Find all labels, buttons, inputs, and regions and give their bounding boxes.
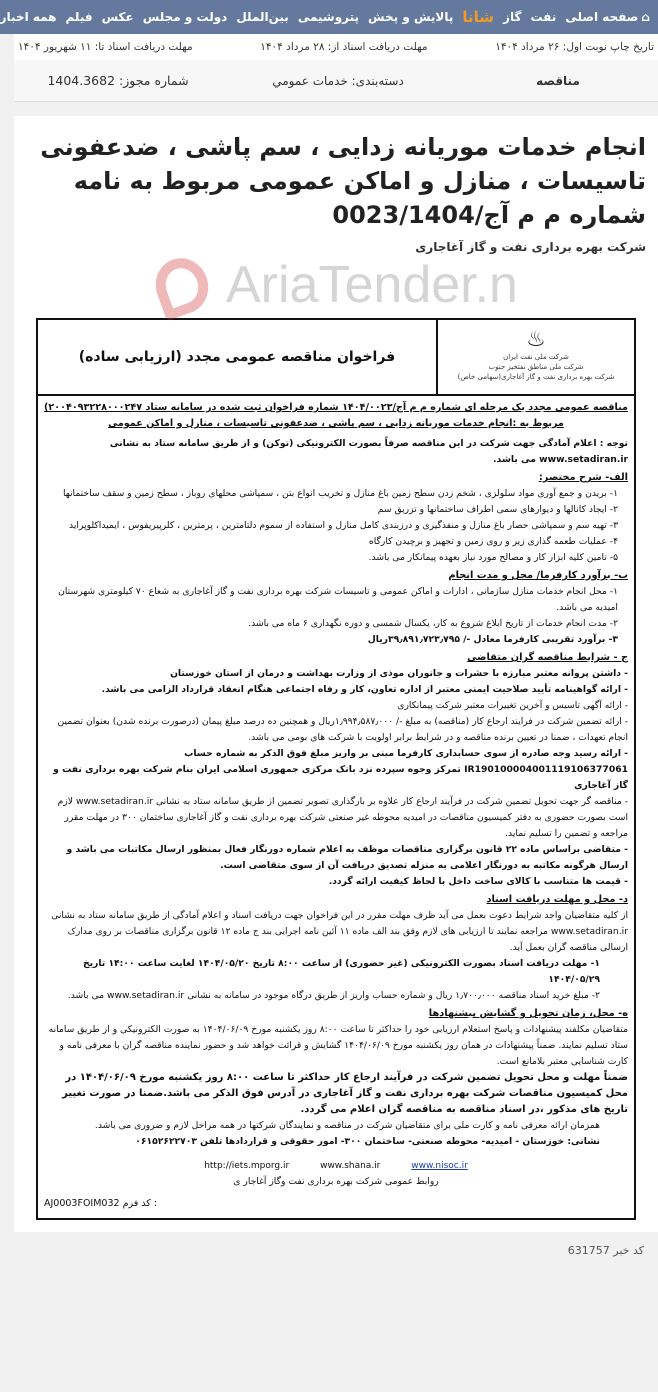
- link-shana[interactable]: www.shana.ir: [320, 1161, 381, 1171]
- list-item: ۱- محل انجام خدمات منازل سازمانی ، ادارات و اماکن عمومی و تاسیسات شرکت بهره برداری نفت و گاز آغاجاری به شعاع ۷۰ کیلومتری شهرستان امیدیه می باشد.: [58, 586, 618, 613]
- estimate-amount: ۳- برآورد تقریبی کارفرما معادل -/ ۳۹٫۸۹۱٫۷۲۳٫۷۹۵ریال: [367, 634, 618, 645]
- logo-line: شرکت ملی نفت ایران: [503, 353, 569, 361]
- watermark: [26, 254, 646, 318]
- list-item: - ارائه گواهینامه تأیید صلاحیت ایمنی معتبر از اداره تعاون، کار و رفاه اجتماعی هنگام انعقاد قرارداد الزامی می باشد.: [101, 684, 628, 695]
- links: [44, 1158, 628, 1174]
- list-item: - داشتن پروانه معتبر مبارزه با حشرات و جانوران موذی از وزارت بهداشت و درمان از استان خوزستان: [170, 668, 628, 679]
- tender-number-line: مناقصه عمومي مجدد يک مرحله ای شماره م م آج/۱۴۰۴/۰۰۲۳ شماره فراخوان ثبت شده در سامانه ستاد ۲۰۰۴۰۹۳۲۲۸۰۰۰۲۴۷): [44, 402, 628, 413]
- form-label: کد فرم :: [122, 1198, 158, 1209]
- logo-line: شرکت بهره برداری نفت و گاز آغاجاری(سهامی خاص): [457, 373, 615, 381]
- section-alef-heading: الف- شرح مختصر:: [538, 472, 628, 483]
- home-icon[interactable]: ⌂: [641, 10, 650, 24]
- list-item: - ارائه تضمین شرکت در فرایند ارجاع کار (مناقصه) به مبلغ -/ ۱٫۹۹۴٫۵۸۷٫۰۰۰ریال و همچنین ده درصد مبلغ پیمان (درصورت برنده شدن) بعنوان تضمین انجام تعهدات ، ضمنا در تعیین برنده مناقصه و در شرایط برابر اولویت با شرکت های بومی می باشد.: [57, 716, 628, 743]
- news-code: کد خبر 631757: [567, 1244, 644, 1257]
- logo-line: شرکت ملی مناطق نفتخیز جنوب: [488, 363, 584, 371]
- nav-petrochemical[interactable]: پتروشیمی: [297, 10, 360, 24]
- first-print-date: تاریخ چاپ نوبت اول: ۲۶ مرداد ۱۴۰۴: [495, 41, 654, 53]
- nav-gas[interactable]: گاز: [503, 10, 522, 24]
- public-relations: روابط عمومی شرکت بهره برداری نفت وگاز آغاجار ی: [233, 1176, 439, 1187]
- list-item: ۱- مهلت دریافت اسناد بصورت الکترونیکی (غیر حضوری) از ساعت ۸:۰۰ تاریخ ۱۴۰۴/۰۵/۲۰ لغایت ساعت ۱۴:۰۰ تاریخ ۱۴۰۴/۰۵/۲۹: [82, 958, 600, 985]
- link-iets[interactable]: http://iets.mporg.ir: [204, 1161, 290, 1171]
- paragraph: همزمان ارائه معرفی نامه و کارت ملی برای متقاضیان شرکت در مناقصه و نمایندگان شرکتها در همه مراحل لازم و ضروری می باشد.: [94, 1120, 600, 1131]
- tender-document-image: [36, 318, 636, 1220]
- section-dal-heading: د- محل و مهلت دریافت اسناد: [486, 894, 628, 905]
- nioc-flame-icon: ♨: [526, 327, 546, 352]
- docs-to-date: مهلت دریافت اسناد تا: ۱۱ شهریور ۱۴۰۴: [18, 41, 193, 53]
- list-item: ۵- تامین کلیه ابزار کار و مصالح مورد نیاز بعهده پیمانکار می باشد.: [368, 552, 618, 563]
- company-name: شرکت بهره برداری نفت و گاز آغاجاری: [415, 240, 646, 254]
- link-nisoc[interactable]: www.nisoc.ir: [411, 1161, 468, 1171]
- list-item: - ارائه آگهی تاسیس و آخرین تغییرات معتبر شرکت پیمانکاری: [397, 700, 628, 711]
- nav-all-news[interactable]: همه اخبار: [0, 10, 57, 24]
- paragraph: متقاضیان مکلفند پیشنهادات و پاسخ استعلام ارزیابی خود را حداکثر تا ساعت ۸:۰۰ روز یکشنبه مورخ ۱۴۰۴/۰۶/۰۹ به صورت الکترونیکی و از طریق سامانه ستاد تسلیم نمایند. ضمناً پیشنهادات در همان روز یکشنبه مورخ ۱۴۰۴/۰۶/۰۹ گشایش و قرائت خواهد شد و حضور نماینده مناقصه گران با معرفی نامه و کارت شناسایی معتبر بلامانع است.: [48, 1024, 628, 1067]
- list-item: - قیمت ها متناسب با کالای ساخت داخل با لحاظ کیفیت ارائه گردد.: [328, 876, 628, 887]
- section-jim-heading: ج - شرایط مناقصه گران متقاضی: [467, 652, 628, 663]
- shana-logo[interactable]: شانا: [462, 8, 495, 26]
- list-item: ۲- مدت انجام خدمات از تاریخ ابلاغ شروع به کار، یکسال شمسی و دوره نگهداری ۶ ماه می باشد.: [248, 618, 618, 629]
- nav-photo[interactable]: عکس: [101, 10, 134, 24]
- docs-from-date: مهلت دریافت اسناد از: ۲۸ مرداد ۱۴۰۴: [260, 41, 428, 53]
- tender-type: مناقصه: [536, 73, 580, 88]
- nav-international[interactable]: بین‌الملل: [236, 10, 289, 24]
- list-item: ۲- مبلغ خرید اسناد مناقصه ۱٫۷۰۰٫۰۰۰ ریال و شماره حساب واریز از طریق درگاه موجود در سامانه به نشانی www.setadiran.ir می باشد.: [67, 990, 600, 1001]
- nav-home[interactable]: صفحه اصلی: [565, 10, 639, 24]
- list-item: - مناقصه گر جهت تحویل تضمین شرکت در فرآیند ارجاع کار علاوه بر بارگذاری تصویر تضمین از طریق سامانه ستاد به نشانی www.setadiran.ir لازم است بصورت حضوری به دفتر کمیسیون مناقصات در امیدیه محوطه غیر صنعتی شرکت بهره برداری نفت و گاز آغاجاری ساختمان ۳۰۰ در مهلت مقرر مراجعه و تضمین را تسلیم نماید.: [57, 796, 628, 839]
- list-item: ۳- تهیه سم و سمپاشی حصار باغ منازل و منفذگیری و درزبندی کامل منازل و استفاده از سموم دلتامترین ، پرمترین ، کلرپیریفوس ، ایمیداکلوپراید: [69, 520, 618, 531]
- paragraph: ضمناً مهلت و محل تحویل تضمین شرکت در فرآیند ارجاع کار حداکثر تا ساعت ۸:۰۰ روز یکشنبه مورخ ۱۴۰۴/۰۶/۰۹ در محل کمیسیون مناقصات شرکت بهره برداری نفت و گاز آغاجاری در آدرس فوق الذکر می باشد.ضمنا در صورت تغییر تاریخ های مذکور ،در اسناد مناقصه به مناقصه گران اعلام می گردد.: [62, 1072, 628, 1115]
- tender-category: دسته‌بندی: خدمات عمومي: [272, 73, 404, 88]
- nioc-logo: [436, 320, 634, 394]
- nav-refining[interactable]: پالایش و پخش: [368, 10, 454, 24]
- page-title: انجام خدمات موریانه زدایی ، سم پاشی ، ضدعفونی تاسیسات ، منازل و اماکن عمومی مربوط به نامه شماره م م آج/0023/1404: [40, 133, 646, 229]
- watermark-logo-icon: [148, 251, 216, 321]
- note: توجه : اعلام آمادگی جهت شرکت در این مناقصه صرفاً بصورت الکترونیکی (توکن) و از طریق سامانه ستاد به نشانی www.setadiran.ir می باشد.: [109, 438, 628, 465]
- nav-film[interactable]: فیلم: [65, 10, 93, 24]
- permit-number: شماره مجوز: 1404.3682: [47, 73, 189, 88]
- form-code-row: [44, 1196, 628, 1212]
- list-item: - متقاضی براساس ماده ۲۲ قانون برگزاری مناقصات موظف به اعلام شماره دورنگار فعال بمنظور ارسال مکاتبات می باشد و ارسال هرگونه مکاتبه به دورنگار اعلامی به منزله تصدیق دریافت آن از سوی متقاضی است.: [66, 844, 628, 871]
- top-nav: [0, 0, 658, 34]
- list-item: - ارائه رسید وجه صادره از سوی حسابداری کارفرما مبنی بر واریز مبلغ فوق الذکر به شماره حساب IR190100004001119106377061 تمرکز وجوه سپرده نزد بانک مرکزی جمهوری اسلامی ایران بنام شرکت بهره برداری نفت و گاز آغاجاری: [53, 748, 628, 791]
- section-be-heading: ب- برآورد کارفرما/ محل و مدت انجام: [448, 570, 628, 581]
- nav-oil[interactable]: نفت: [530, 10, 557, 24]
- tender-dates: [14, 34, 658, 60]
- document-header: [38, 320, 634, 396]
- document-title: فراخوان مناقصه عمومی مجدد (ارزیابی ساده): [78, 349, 396, 365]
- paragraph: از کلیه متقاضیان واجد شرایط دعوت بعمل می آید ظرف مهلت مقرر در این فراخوان جهت دریافت اسناد و اعلام آمادگی از طریق سامانه ستاد به نشانی www.setadiran.ir مراجعه نمایند تا ارزیابی های لازم وفق بند الف ماده ۱۱ آئین نامه اجرایی بند ج ماده ۱۲ قانون برگزاری مناقصات بر روی مدارک ارسالی مناقصه گران بعمل آید.: [51, 910, 628, 953]
- address: نشانی: خوزستان - امیدیه- محوطه صنعتی- ساختمان ۳۰۰- امور حقوقی و قراردادها تلفن ۰۶۱۵۲۶۲۲۷۰۳: [135, 1136, 600, 1147]
- list-item: ۲- ایجاد کانالها و دیوارهای سمی اطراف ساختمانها و تزریق سم: [377, 504, 618, 515]
- tender-subject-line: مربوط به :انجام خدمات موریانه زدایی ، سم پاشي ، ضدعفوني تاسيسات ، منازل و اماکن عمومي: [108, 418, 564, 429]
- section-he-heading: ه- محل، زمان تحویل و گشایش پیشنهادها: [428, 1008, 628, 1019]
- nav-government[interactable]: دولت و مجلس: [142, 10, 228, 24]
- form-code: AJ0003FOIM032: [44, 1198, 120, 1209]
- tender-card: [14, 116, 658, 1232]
- list-item: ۱- بریدن و جمع آوری مواد سلولزی ، شخم زدن سطح زمین باغ منازل و تخریب انواع بتن ، سمپاشی محلهای روباز ، سطح زمین و سقف ساختمانها: [62, 488, 618, 499]
- watermark-text: AriaTender.n: [226, 256, 518, 314]
- tender-meta: [14, 60, 658, 102]
- list-item: ۴- عملیات طعمه گذاری زیر و روی زمین و تجهیز و برچیدن کارگاه: [368, 536, 618, 547]
